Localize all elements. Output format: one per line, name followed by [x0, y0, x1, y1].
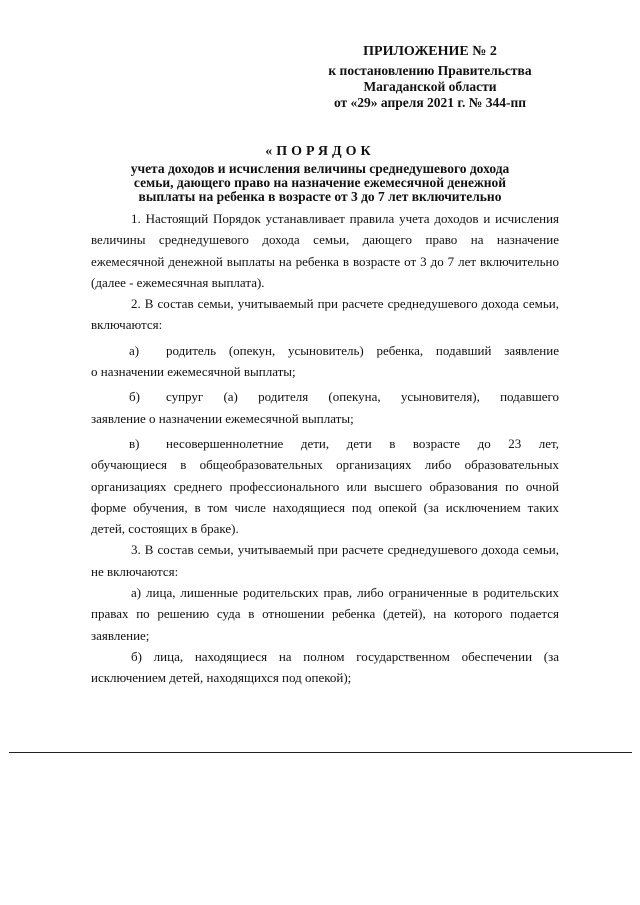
list-item-first-line: родитель (опекун, усыновитель) ребенка, подавший заявление — [166, 342, 559, 358]
list-item-3b: б) лица, находящиеся на полном государственном обеспечении (за исключением детей, находящихся под опекой); — [91, 648, 559, 686]
decree-date: от «29» апреля 2021 г. № 344-пп — [333, 95, 527, 110]
list-item-3a: а) лица, лишенные родительских прав, либо ограниченные в родительских правах по решению суда в отношении ребенка (детей), на которого подается заявление; — [91, 585, 559, 643]
region-name: Магаданской области — [363, 79, 497, 94]
list-item-continuation: обучающиеся в общеобразовательных организациях либо образовательных организациях среднего профессионального или высшего образования по очной форме обучения, в том числе находящиеся под опекой (за исключением таких детей, состоящих в браке). — [91, 457, 559, 537]
annex-number: ПРИЛОЖЕНИЕ № 2 — [363, 44, 497, 59]
title-line-3: выплаты на ребенка в возрасте от 3 до 7 лет включительно — [138, 189, 502, 204]
annex-header — [300, 44, 560, 111]
list-marker: б) — [129, 389, 140, 405]
document-title — [0, 145, 640, 204]
title-line-1: учета доходов и исчисления величины среднедушевого дохода — [130, 161, 510, 176]
list-item-2a — [91, 340, 559, 383]
list-item-2b — [91, 386, 559, 429]
list-item-continuation: заявление о назначении ежемесячной выплаты; — [91, 410, 354, 426]
list-marker: а) — [129, 342, 140, 358]
paragraph-1: 1. Настоящий Порядок устанавливает правила учета доходов и исчисления величины среднедушевого дохода семьи, дающего право на назначение ежемесячной денежной выплаты на ребенка в возрасте от 3 до 7 лет включительно (далее - ежемесячная выплата). — [91, 211, 559, 290]
list-item-continuation: о назначении ежемесячной выплаты; — [91, 364, 296, 380]
decree-reference: к постановлению Правительства — [328, 63, 532, 78]
paragraph-2: 2. В состав семьи, учитываемый при расчете среднедушевого дохода семьи, включаются: — [91, 296, 559, 333]
paragraph-3: 3. В состав семьи, учитываемый при расчете среднедушевого дохода семьи, не включаются: — [91, 542, 559, 579]
page-divider — [9, 752, 632, 753]
list-item-2c — [91, 433, 559, 539]
title-line-2: семьи, дающего право на назначение ежемесячной денежной — [133, 175, 507, 190]
list-item-first-line: супруг (а) родителя (опекуна, усыновителя), подавшего — [166, 389, 559, 405]
document-body — [91, 208, 559, 689]
list-marker: в) — [129, 435, 140, 451]
list-item-first-line: несовершеннолетние дети, дети в возрасте до 23 лет, — [166, 435, 559, 451]
title-heading: «ПОРЯДОК — [265, 144, 375, 159]
